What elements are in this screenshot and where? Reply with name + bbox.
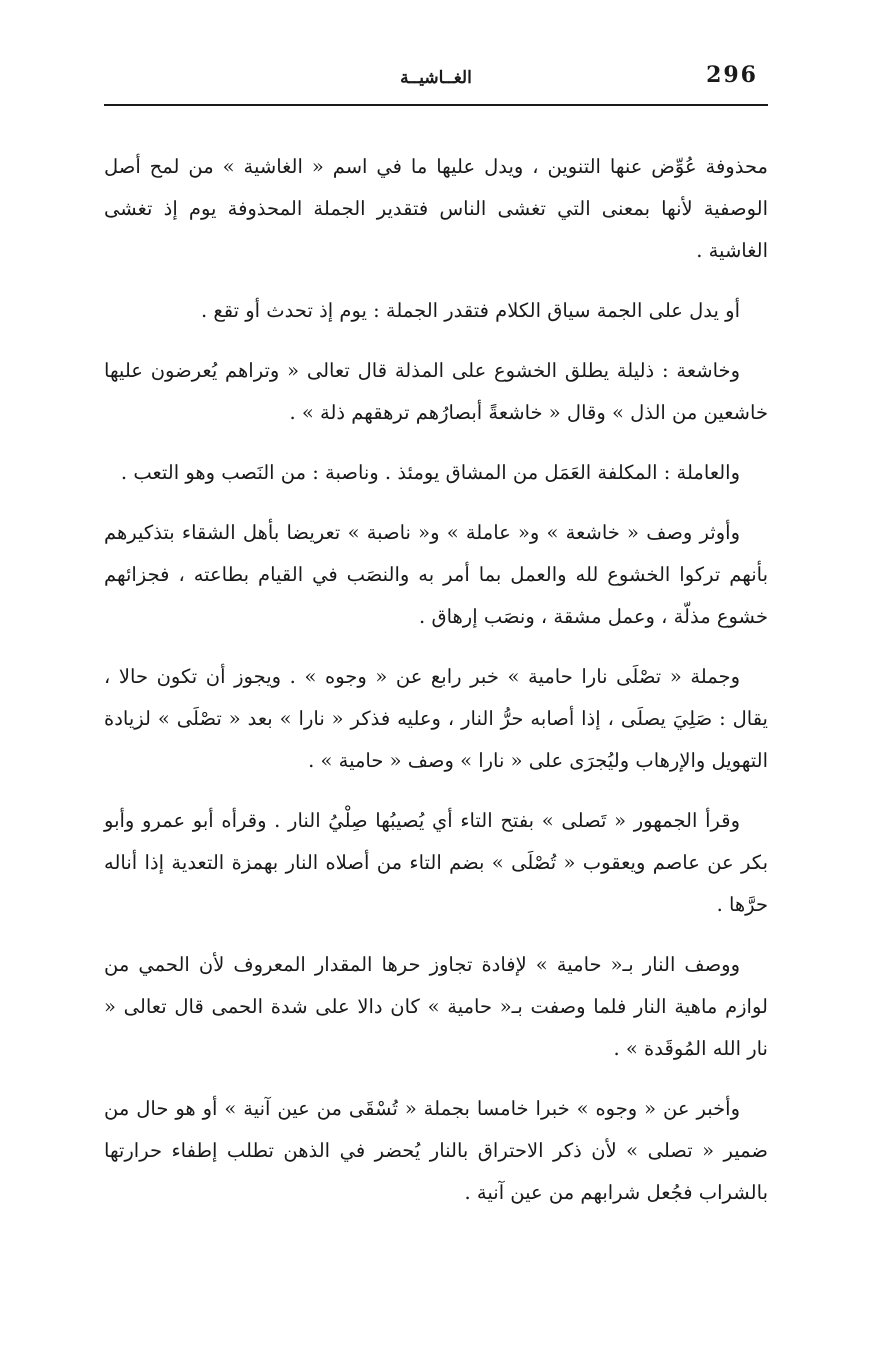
paragraph: محذوفة عُوِّض عنها التنوين ، ويدل عليها ما في اسم « الغاشية » من لمح أصل الوصفية لأنها بمعنى التي تغشى الناس فتقدير الجملة المحذوفة يوم إذ تغشى الغاشية . [104, 155, 768, 262]
header-divider [104, 104, 768, 106]
paragraph: وقرأ الجمهور « تَصلى » بفتح التاء أي يُصيبُها صِلْيُ النار . وقرأه أبو عمرو وأبو بكر عن عاصم ويعقوب « تُصْلَى » بضم التاء من أصلاه النار بهمزة التعدية إذا أناله حرَّها . [104, 809, 768, 916]
paragraph: والعاملة : المكلفة العَمَل من المشاق يومئذ . وناصبة : من النَصب وهو التعب . [120, 461, 740, 484]
running-header [104, 62, 768, 102]
paragraph: وخاشعة : ذليلة يطلق الخشوع على المذلة قال تعالى « وتراهم يُعرضون عليها خاشعين من الذل » وقال « خاشعةً أبصارُهم ترهقهم ذلة » . [104, 359, 768, 424]
body-text [104, 146, 768, 1232]
paragraph: أو يدل على الجمة سياق الكلام فتقدر الجملة : يوم إذ تحدث أو تقع . [200, 299, 740, 322]
chapter-title: الغــاشيــة [400, 68, 472, 88]
paragraph: وجملة « تصْلَى نارا حامية » خبر رابع عن « وجوه » . ويجوز أن تكون حالا ، يقال : صَلِيَ يصلَى ، إذا أصابه حرُّ النار ، وعليه فذكر « نارا » بعد « تصْلَى » لزيادة التهويل والإرهاب وليُجرَى على « نارا » وصف « حامية » . [104, 665, 768, 772]
paragraph: ووصف النار بـ« حامية » لإفادة تجاوز حرها المقدار المعروف لأن الحمي من لوازم ماهية النار فلما وصفت بـ« حامية » كان دالا على شدة الحمى قال تعالى « نار الله المُوقَدة » . [104, 953, 768, 1060]
paragraph: وأخبر عن « وجوه » خبرا خامسا بجملة « تُسْقَى من عين آنية » أو هو حال من ضمير « تصلى » لأن ذكر الاحتراق بالنار يُحضر في الذهن تطلب إطفاء حرارتها بالشراب فجُعل شرابهم من عين آنية . [104, 1097, 768, 1204]
page-number: 296 [706, 62, 758, 88]
paragraph: وأوثر وصف « خاشعة » و« عاملة » و« ناصبة » تعريضا بأهل الشقاء بتذكيرهم بأنهم تركوا الخشوع لله والعمل بما أمر به والنصَب في القيام بطاعته ، فجزائهم خشوع مذلّة ، وعمل مشقة ، ونصَب إرهاق . [104, 521, 768, 628]
